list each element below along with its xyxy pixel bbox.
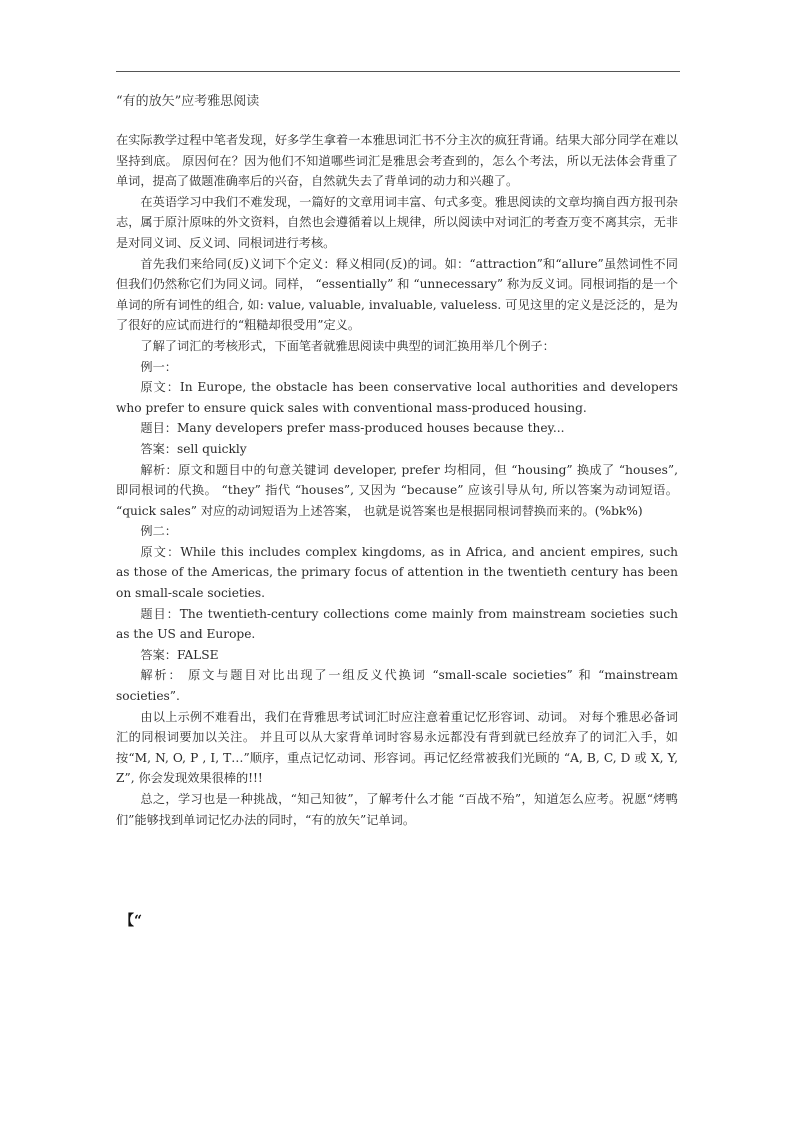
paragraph-summary-tips: 由以上示例不难看出，我们在背雅思考试词汇时应注意着重记忆形容词、动词。 对每个雅思必备词汇的同根词要加以关注。 并且可以从大家背单词时容易永远都没有背到就已经放弃了的词汇入手，如按“M, N, O, P , I, T…”顺序，重点记忆动词、形容词。再记忆经常被我们光顾的 “A, B, C, D 或 X, Y, Z”, 你会发现效果很棒的!!! (116, 709, 678, 786)
document-title: “有的放矢”应考雅思阅读 (116, 94, 260, 109)
example-one-original: 原文：In Europe, the obstacle has been conservative local authorities and developers who prefer to ensure quick sales with conventional mass-produced housing. (116, 380, 678, 415)
document-body (116, 130, 678, 830)
example-one-analysis: 解析：原文和题目中的句意关键词 developer, prefer 均相同，但 “housing” 换成了 “houses”, 即同根词的代换。 “they” 指代 “houses”, 又因为 “because” 应该引导从句, 所以答案为动词短语。 “quick sales” 对应的动词短语为上述答案， 也就是说答案也是根据同根词替换而来的。(%bk%) (116, 462, 678, 518)
header-rule (116, 71, 680, 72)
paragraph-examples-intro: 了解了词汇的考核形式，下面笔者就雅思阅读中典型的词汇换用举几个例子： (140, 338, 555, 353)
footer-mark: 【“ (120, 913, 143, 929)
paragraph-conclusion: 总之，学习也是一种挑战，“知己知彼”，了解考什么才能 “百战不殆”，知道怎么应考。祝愿“烤鸭们”能够找到单词记忆办法的同时，“有的放矢”记单词。 (116, 792, 678, 827)
paragraph-intro: 在实际教学过程中笔者发现，好多学生拿着一本雅思词汇书不分主次的疯狂背诵。结果大部分同学在难以坚持到底。 原因何在？因为他们不知道哪些词汇是雅思会考查到的，怎么个考法，所以无法体会背重了单词，提高了做题准确率后的兴奋，自然就失去了背单词的动力和兴趣了。 (116, 133, 678, 189)
example-two-heading: 例二： (140, 524, 177, 539)
example-one-answer: 答案：sell quickly (140, 441, 247, 456)
example-two-original: 原文：While this includes complex kingdoms, as in Africa, and ancient empires, such as those of the Americas, the primary focus of attention in the twentieth century has been on small-scale societies. (116, 544, 678, 601)
paragraph-definitions: 首先我们来给同(反)义词下个定义：释义相同(反)的词。如：“attraction”和“allure”虽然词性不同但我们仍然称它们为同义词。同样， “essentially” 和 “unnecessary” 称为反义词。同根词指的是一个单词的所有词性的组合, 如: value, valuable, invaluable, valueless. 可见这里的定义是泛泛的，是为了很好的应试而进行的“粗糙却很受用”定义。 (116, 256, 678, 333)
example-two-analysis: 解析： 原文与题目对比出现了一组反义代换词 “small-scale societies” 和 “mainstream societies”. (116, 668, 678, 704)
example-one-question: 题目：Many developers prefer mass-produced houses because they... (140, 421, 565, 436)
example-two-answer: 答案：FALSE (140, 647, 219, 662)
paragraph-reading-rules: 在英语学习中我们不难发现，一篇好的文章用词丰富、句式多变。雅思阅读的文章均摘自西方报刊杂志，属于原汁原味的外文资料，自然也会遵循着以上规律，所以阅读中对词汇的考查万变不离其宗，无非是对同义词、反义词、同根词进行考核。 (116, 194, 678, 250)
example-two-question: 题目：The twentieth-century collections come mainly from mainstream societies such as the US and Europe. (116, 606, 678, 642)
example-one-heading: 例一： (140, 359, 177, 374)
